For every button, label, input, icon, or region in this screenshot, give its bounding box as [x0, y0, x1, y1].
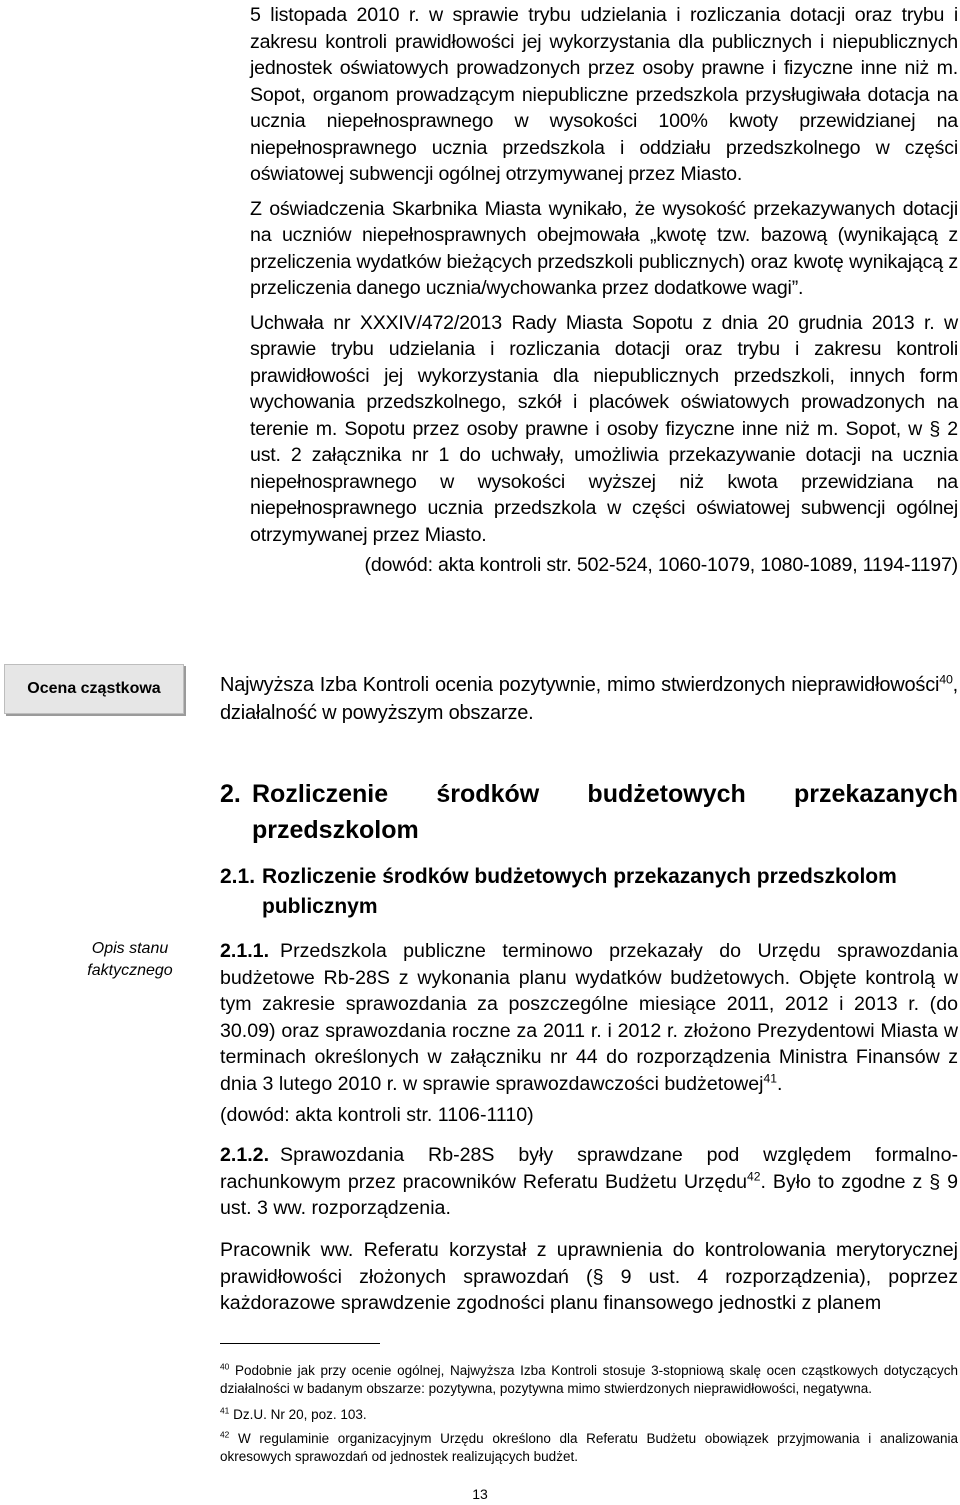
- section-heading-2: [220, 776, 958, 848]
- para-2-1-2-number: 2.1.2.: [220, 1144, 270, 1166]
- paragraph-dotacja: 5 listopada 2010 r. w sprawie trybu udzielania i rozliczania dotacji oraz trybu i zakresu kontroli prawidłowości jej wykorzystania dla publicznych i niepublicznych jednostek oświatowych prowadzonych przez osoby prawne i fizyczne inne niż m. Sopot, organom prowadzącym niepubliczne przedszkola przysługiwała dotacja na ucznia niepełnosprawnego w wysokości 100% kwoty przewidzianej na niepełnosprawnego ucznia przedszkola i oddziału przedszkolnego w części oświatowej subwencji ogólnej otrzymywanej przez Miasto.: [250, 4, 958, 185]
- footnote-separator: [220, 1343, 380, 1344]
- heading-2-1-text: Rozliczenie środków budżetowych przekazanych przedszkolom publicznym: [262, 865, 897, 918]
- ocena-text-end: , działalność w powyższym obszarze.: [220, 674, 958, 724]
- evidence-note-1: (dowód: akta kontroli str. 502-524, 1060-1079, 1080-1089, 1194-1197): [364, 554, 958, 576]
- footnote-41-num: 41: [220, 1405, 230, 1416]
- side-box-text: Ocena cząstkowa: [27, 680, 161, 697]
- heading-2-text: Rozliczenie środków budżetowych przekazanych przedszkolom: [252, 780, 958, 844]
- evidence-note-2: (dowód: akta kontroli str. 1106-1110): [220, 1104, 534, 1126]
- para-2-1-2-end: . Było to zgodne z § 9 ust. 3 ww. rozporządzenia.: [220, 1170, 959, 1219]
- paragraph-2-1-1: [220, 938, 958, 1097]
- section-heading-2-1: [220, 862, 958, 922]
- footnote-ref-40: 40: [939, 672, 953, 687]
- footnote-42-num: 42: [220, 1429, 230, 1440]
- opis-stanu-label: Opis stanu faktycznego: [87, 940, 173, 979]
- paragraph-pracownik: Pracownik ww. Referatu korzystał z uprawnienia do kontrolowania merytorycznej prawidłowości złożonych sprawozdań (§ 9 ust. 4 rozporządzenia), poprzez każdorazowe sprawdzenie zgodności planu finansowego jednostki z planem: [220, 1239, 958, 1314]
- footnote-ref-42: 42: [747, 1168, 761, 1183]
- footnote-42: [220, 1430, 958, 1466]
- footnote-40-text: Podobnie jak przy ocenie ogólnej, Najwyższa Izba Kontroli stosuje 3-stopniową skalę ocen cząstkowych dotyczących działalności w badanym obszarze: pozytywna, pozytywna mimo stwierdzonych nieprawidłowości, negatywna.: [220, 1363, 958, 1396]
- footnote-41-text: Dz.U. Nr 20, poz. 103.: [233, 1407, 367, 1422]
- footnote-40: [220, 1362, 958, 1398]
- paragraph-2-1-2: [220, 1142, 958, 1222]
- page-number: 13: [472, 1486, 488, 1502]
- footnote-42-text: W regulaminie organizacyjnym Urzędu określono dla Referatu Budżetu obowiązek przyjmowania i analizowania okresowych sprawozdań od jednostek realizujących budżet.: [220, 1431, 958, 1464]
- heading-2-number: 2.: [220, 780, 241, 808]
- ocena-text: Najwyższa Izba Kontroli ocenia pozytywnie, mimo stwierdzonych nieprawidłowości: [220, 674, 940, 696]
- footnote-40-num: 40: [220, 1361, 230, 1372]
- top-text-block: [250, 2, 958, 579]
- ocena-czastkowa-label: [4, 664, 184, 714]
- para-2-1-1-end: .: [777, 1072, 783, 1095]
- footnote-ref-41: 41: [763, 1070, 778, 1085]
- heading-2-1-number: 2.1.: [220, 865, 256, 888]
- paragraph-uchwala: Uchwała nr XXXIV/472/2013 Rady Miasta Sopotu z dnia 20 grudnia 2013 r. w sprawie trybu udzielania i rozliczania dotacji oraz trybu i zakresu kontroli prawidłowości jej wykorzystania dla niepublicznych przedszkoli, innych form wychowania przedszkolnego, szkół i placówek oświatowych prowadzonych na terenie m. Sopotu przez osoby prawne i osoby fizyczne inne niż m. Sopot, w § 2 ust. 2 załącznika nr 1 do uchwały, umożliwia przekazywanie dotacji na ucznia niepełnosprawnego w wysokości wyższej niż kwota przewidziana na niepełnosprawnego ucznia przedszkola w części oświatowej subwencji ogólnej otrzymywanej przez Miasto.: [250, 311, 958, 546]
- para-2-1-2-text: Sprawozdania Rb-28S były sprawdzane pod względem formalno-rachunkowym przez pracowników Referatu Budżetu Urzędu: [220, 1144, 958, 1193]
- ocena-paragraph: [220, 671, 958, 727]
- para-2-1-1-text: Przedszkola publiczne terminowo przekazały do Urzędu sprawozdania budżetowe Rb-28S z wykonania planu wydatków budżetowych. Objęte kontrolą w tym zakresie sprawozdania za poszczególne miesiące 2011, 2012 i 2013 r. (do 30.09) oraz sprawozdania roczne za 2011 r. i 2012 r. złożono Prezydentowi Miasta w terminach określonych w załączniku nr 44 do rozporządzenia Ministra Finansów z dnia 3 lutego 2010 r. w sprawie sprawozdawczości budżetowej: [220, 940, 958, 1095]
- footnote-41: [220, 1406, 958, 1424]
- para-2-1-1-number: 2.1.1.: [220, 940, 270, 962]
- paragraph-oswiadczenie: Z oświadczenia Skarbnika Miasta wynikało, że wysokość przekazywanych dotacji na uczniów niepełnosprawnych obejmowała „kwotę tzw. bazową (wynikającą z przeliczenia wydatków bieżących przedszkoli publicznych) oraz kwotę wynikającą z przeliczenia danego ucznia/wychowanka przez dodatkowe wagi”.: [250, 197, 958, 299]
